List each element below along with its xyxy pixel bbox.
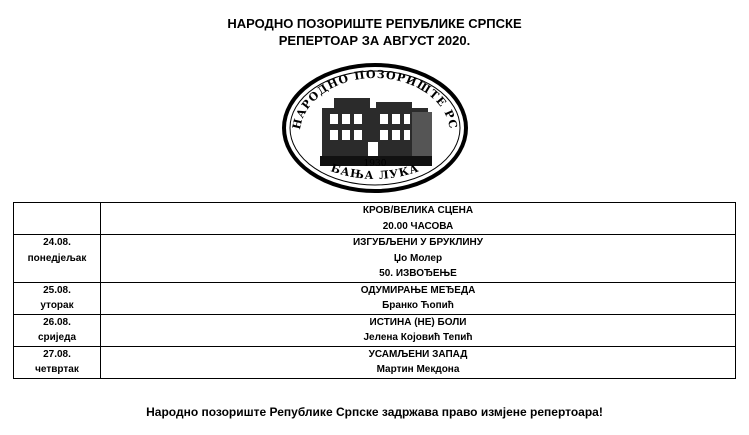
date-cell: [14, 314, 101, 346]
day-text: сриједа: [37, 332, 77, 343]
show-title: ИЗГУБЉЕНИ У БРУКЛИНУ: [352, 237, 484, 248]
repertoire-table: [13, 202, 736, 379]
date-cell: [14, 235, 101, 283]
disclaimer-note: Народно позориште Републике Српске задржава право измјене репертоара!: [146, 405, 603, 419]
venue-label: КРОВ/ВЕЛИКА СЦЕНА: [362, 205, 474, 216]
show-cell: [101, 314, 736, 346]
day-text: четвртак: [35, 364, 79, 375]
show-cell: [101, 346, 736, 378]
date-cell: [14, 346, 101, 378]
day-text: уторак: [40, 300, 74, 311]
show-title: УСАМЉЕНИ ЗАПАД: [368, 348, 468, 360]
show-title: ОДУМИРАЊЕ МЕЂЕДА: [360, 284, 476, 296]
logo-arc-text: НАРОДНО ПОЗОРИШТЕ РС: [290, 67, 460, 131]
table-row: [14, 235, 736, 283]
page-subtitle: РЕПЕРТОАР ЗА АВГУСТ 2020.: [278, 33, 471, 48]
show-cell: [101, 282, 736, 314]
day-text: понедјељак: [27, 252, 87, 264]
date-text: 25.08.: [43, 284, 71, 296]
show-author: Јелена Којовић Тепић: [363, 332, 473, 343]
table-row: [14, 314, 736, 346]
show-cell: [101, 235, 736, 283]
show-author: Бранко Ћопић: [382, 300, 454, 311]
show-author: Мартин Мекдона: [376, 364, 460, 375]
logo-city-text: БАЊА ЛУКА: [329, 161, 421, 183]
table-row: [14, 282, 736, 314]
table-row: [14, 346, 736, 378]
date-text: 26.08.: [43, 316, 71, 328]
date-cell: [14, 282, 101, 314]
page-title: НАРОДНО ПОЗОРИШТЕ РЕПУБЛИКЕ СРПСКЕ: [227, 16, 522, 31]
date-text: 24.08.: [43, 237, 71, 248]
header-show-cell: [101, 203, 736, 235]
building-illustration: [320, 98, 432, 166]
logo-year: 1930: [363, 159, 387, 169]
show-title: ИСТИНА (НЕ) БОЛИ: [369, 316, 467, 328]
theatre-logo: [280, 62, 470, 194]
time-label: 20.00 ЧАСОВА: [382, 220, 454, 232]
show-author: Џо Молер: [393, 252, 443, 264]
date-text: 27.08.: [43, 348, 71, 360]
header-date-cell: [14, 203, 101, 235]
show-note: 50. ИЗВОЂЕЊЕ: [379, 268, 457, 279]
table-header-row: [14, 203, 736, 235]
